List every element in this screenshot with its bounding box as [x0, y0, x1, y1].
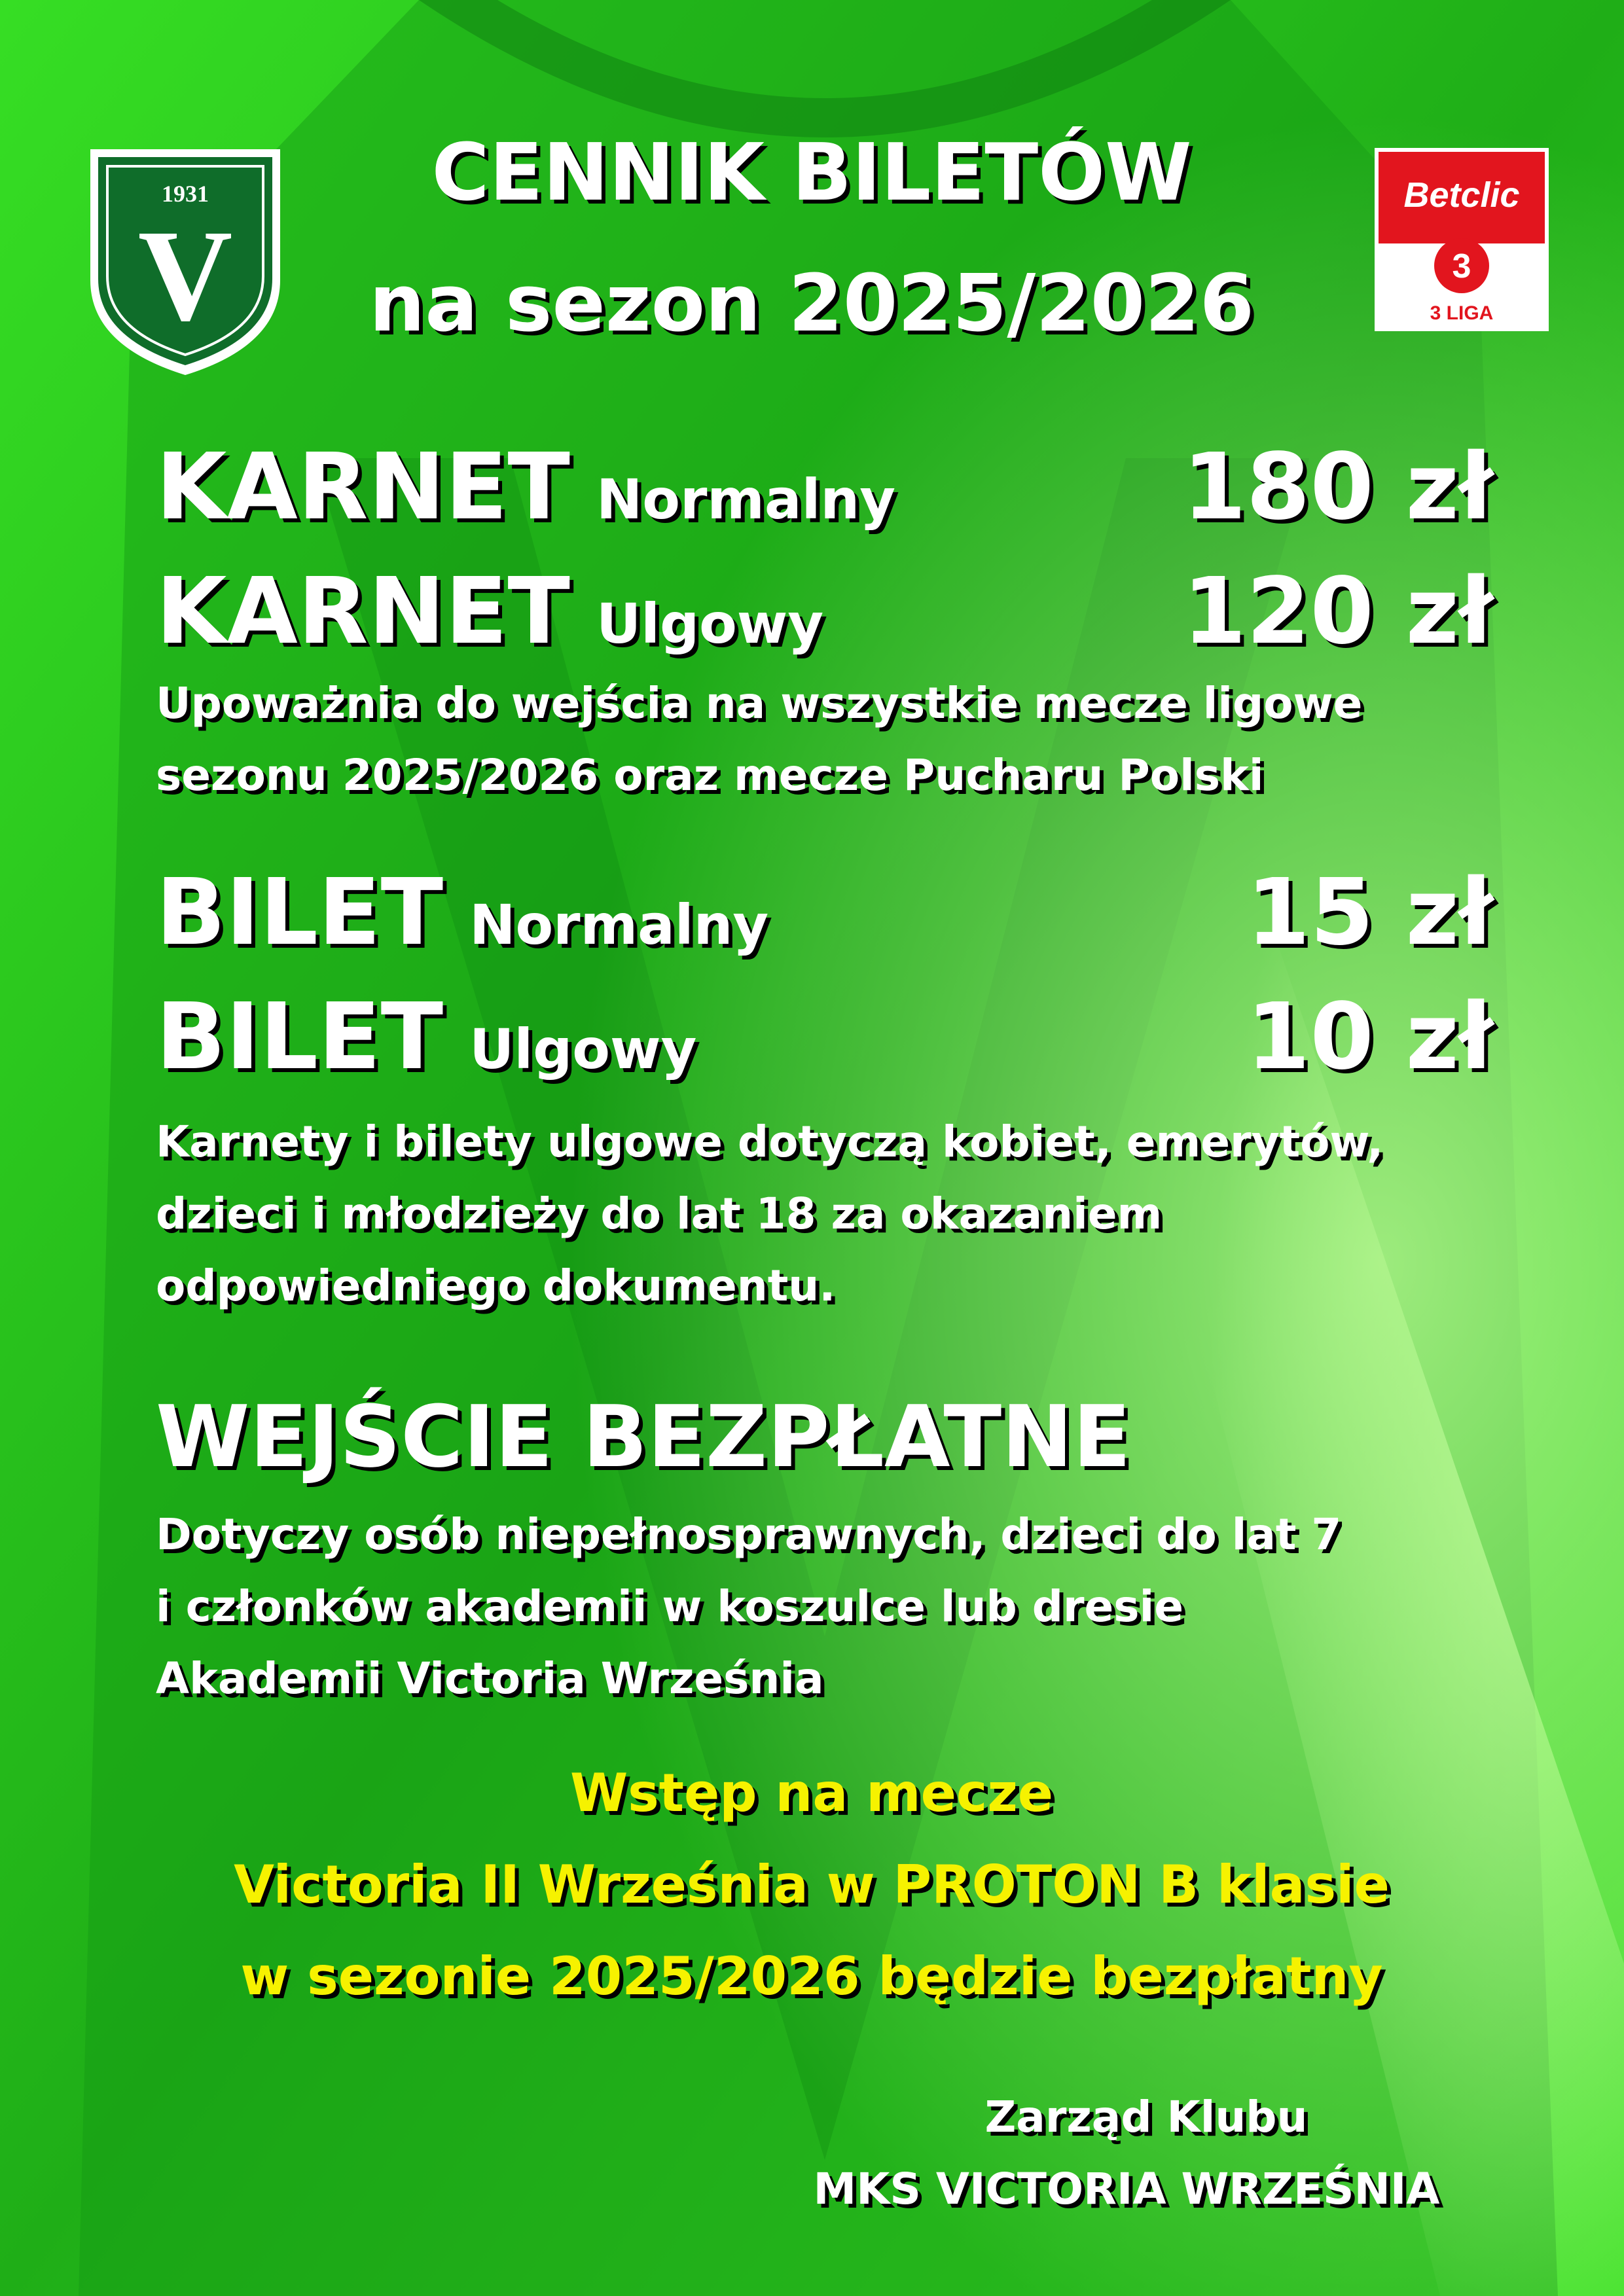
announcement-line: Victoria II Września w PROTON B klasie	[234, 1854, 1390, 1915]
signature-line: MKS VICTORIA WRZEŚNIA	[813, 2164, 1440, 2214]
signature-line: Zarząd Klubu	[984, 2092, 1308, 2142]
bilet-note-line: odpowiedniego dokumentu.	[156, 1261, 836, 1311]
announcement-line: Wstęp na mecze	[569, 1763, 1054, 1823]
karnet-note-line: Upoważnia do wejścia na wszystkie mecze ligowe	[156, 678, 1363, 728]
club-crest-year: 1931	[162, 181, 209, 207]
bilet-normal-label	[156, 857, 768, 980]
svg-text:3: 3	[1452, 247, 1471, 285]
club-crest-letter: V	[137, 204, 233, 348]
free-entry-line: i członków akademii w koszulce lub dresie	[156, 1581, 1183, 1632]
free-entry-line: Dotyczy osób niepełnosprawnych, dzieci do lat 7	[156, 1509, 1342, 1560]
free-entry-heading: WEJŚCIE BEZPŁATNE	[156, 1387, 1131, 1486]
karnet-normal-kind: KARNET	[156, 434, 570, 541]
league-badge-icon	[1375, 148, 1549, 331]
bilet-reduced-variant: Ulgowy	[469, 1017, 697, 1081]
free-entry-line: Akademii Victoria Września	[156, 1653, 824, 1704]
bilet-reduced-kind: BILET	[156, 984, 444, 1090]
page-title: CENNIK BILETÓW	[431, 128, 1192, 219]
club-crest-icon	[77, 136, 293, 378]
bilet-note-line: Karnety i bilety ulgowe dotyczą kobiet, emerytów,	[156, 1117, 1384, 1167]
bilet-note-line: dzieci i młodzieży do lat 18 za okazaniem	[156, 1189, 1163, 1239]
page-subtitle: na sezon 2025/2026	[369, 259, 1255, 350]
bilet-reduced-price: 10 zł	[1246, 984, 1493, 1090]
karnet-reduced-variant: Ulgowy	[596, 592, 824, 656]
league-brand-text: Betclic	[1403, 175, 1520, 215]
karnet-reduced-kind: KARNET	[156, 558, 570, 665]
bilet-normal-variant: Normalny	[469, 893, 769, 957]
karnet-reduced-price: 120 zł	[1182, 558, 1493, 665]
league-name-text: 3 LIGA	[1430, 302, 1494, 324]
bilet-reduced-label	[156, 982, 696, 1105]
karnet-normal-variant: Normalny	[596, 467, 895, 531]
karnet-reduced-label	[156, 556, 823, 679]
announcement-line: w sezonie 2025/2026 będzie bezpłatny	[240, 1946, 1383, 2007]
bilet-normal-price: 15 zł	[1246, 859, 1493, 966]
bilet-normal-kind: BILET	[156, 859, 444, 966]
karnet-normal-label	[156, 432, 895, 555]
karnet-normal-price: 180 zł	[1182, 434, 1493, 541]
karnet-note-line: sezonu 2025/2026 oraz mecze Pucharu Polski	[156, 750, 1264, 800]
